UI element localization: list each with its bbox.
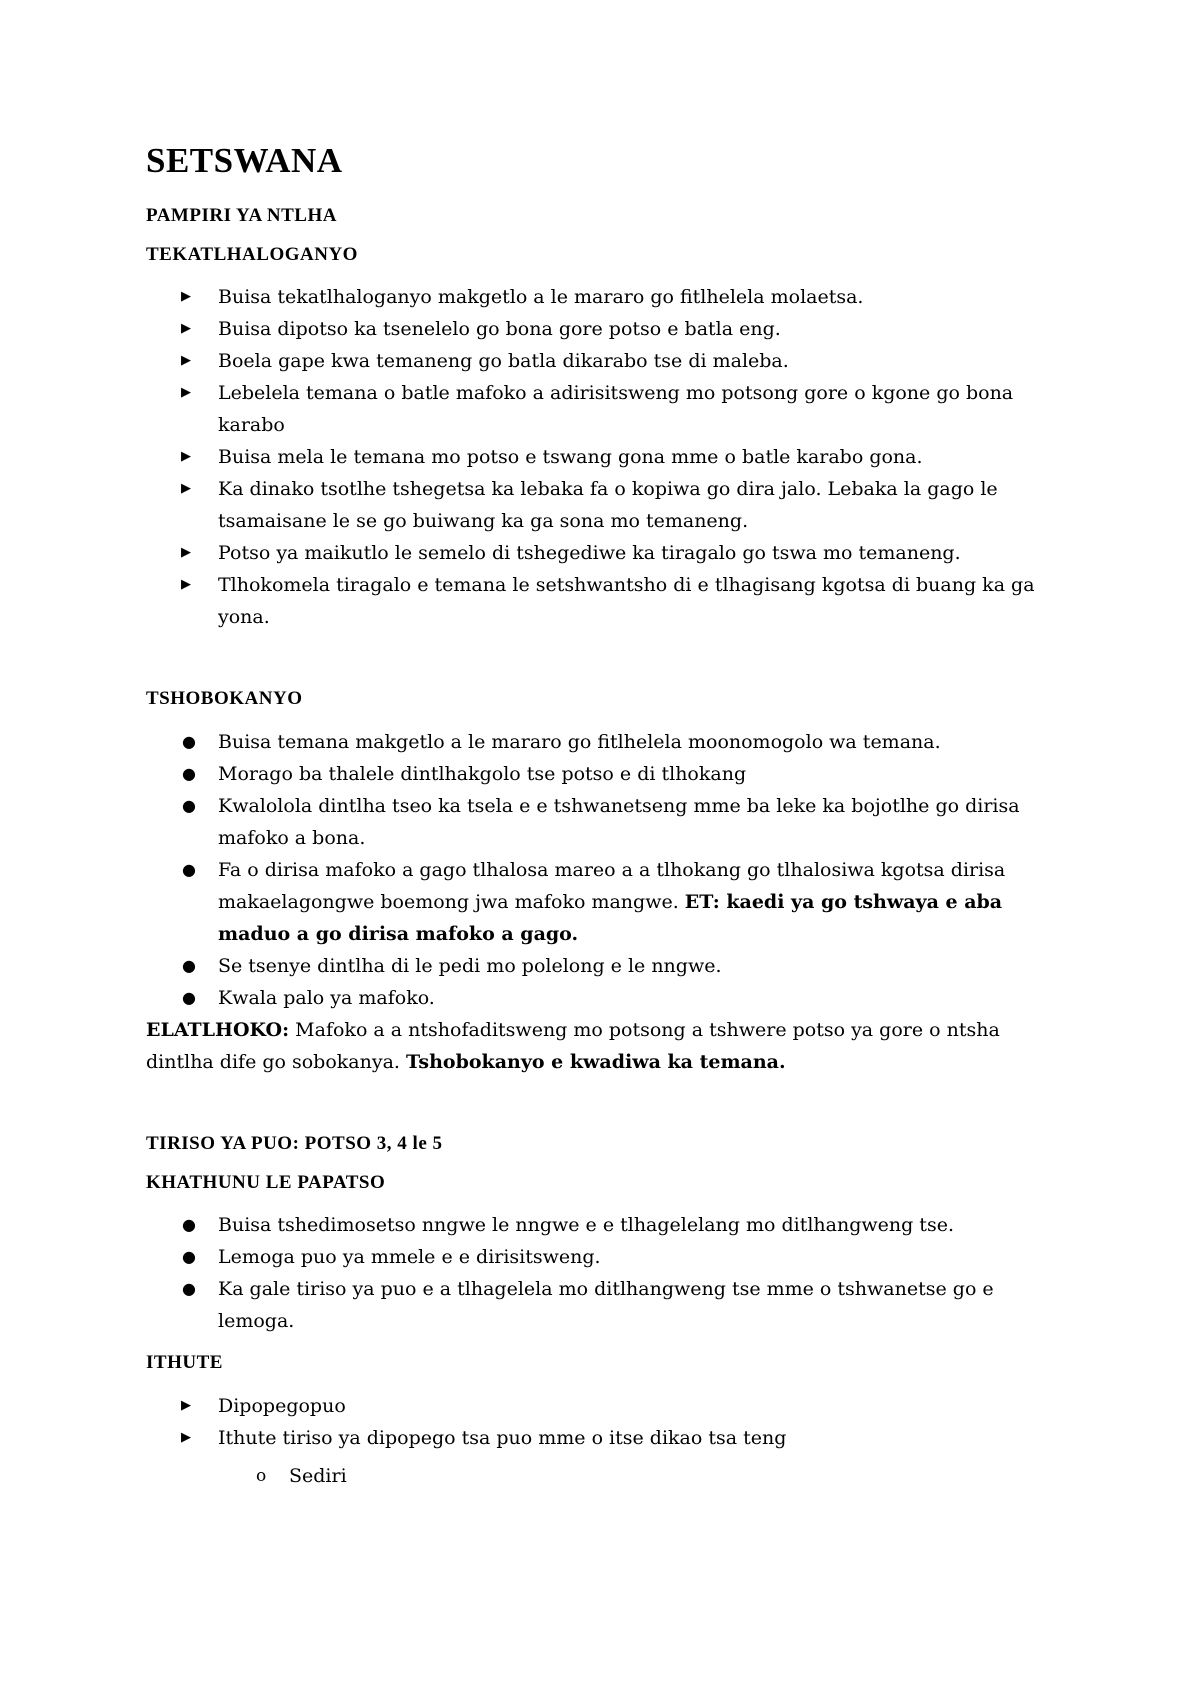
list-item: ▶ Dipopegopuo (146, 1390, 1066, 1422)
list-item: ▶ Buisa tekatlhaloganyo makgetlo a le mararo go fitlhelela molaetsa. (146, 281, 1066, 313)
list-item: ▶ Lebelela temana o batle mafoko a adirisitsweng mo potsong gore o kgone go bona karabo (146, 377, 1066, 441)
circle-bullet-icon: o (256, 1466, 267, 1487)
list-item: ● Kwala palo ya mafoko. (146, 982, 1066, 1014)
list-item: ▶ Potso ya maikutlo le semelo di tshegediwe ka tiragalo go tswa mo temaneng. (146, 537, 1066, 569)
arrow-bullet-icon: ▶ (181, 1430, 191, 1446)
document-title: SETSWANA (146, 141, 343, 180)
disc-bullet-icon: ● (182, 1247, 196, 1267)
list-item: ▶ Ka dinako tsotlhe tshegetsa ka lebaka fa o kopiwa go dira jalo. Lebaka la gago le tsamaisane le se go buiwang ka ga sona mo temaneng. (146, 473, 1066, 537)
arrow-bullet-icon: ▶ (181, 449, 191, 465)
study-sublist (146, 1460, 1066, 1492)
paper-heading: PAMPIRI YA NTLHA (146, 205, 337, 226)
arrow-bullet-icon: ▶ (181, 385, 191, 401)
disc-bullet-icon: ● (182, 732, 196, 752)
arrow-bullet-icon: ▶ (181, 321, 191, 337)
disc-bullet-icon: ● (182, 796, 196, 816)
list-item: o Sediri (146, 1460, 1066, 1492)
arrow-bullet-icon: ▶ (181, 481, 191, 497)
section-heading-ithute: ITHUTE (146, 1352, 223, 1374)
arrow-bullet-icon: ▶ (181, 577, 191, 593)
list-item: ● Kwalolola dintlha tseo ka tsela e e tshwanetseng mme ba leke ka bojotlhe go dirisa mafoko a bona. (146, 790, 1066, 854)
bold-example-text: ET: kaedi ya go tshwaya e aba maduo a go dirisa mafoko a gago. (218, 891, 1003, 946)
arrow-bullet-icon: ▶ (181, 1398, 191, 1414)
disc-bullet-icon: ● (182, 956, 196, 976)
section-heading-tekatlhaloganyo: TEKATLHALOGANYO (146, 243, 358, 265)
disc-bullet-icon: ● (182, 988, 196, 1008)
list-item: ● Buisa temana makgetlo a le mararo go fitlhelela moonomogolo wa temana. (146, 726, 1066, 758)
list-item: ▶ Buisa mela le temana mo potso e tswang gona mme o batle karabo gona. (146, 441, 1066, 473)
list-item: ● Se tsenye dintlha di le pedi mo polelong e le nngwe. (146, 950, 1066, 982)
arrow-bullet-icon: ▶ (181, 289, 191, 305)
arrow-bullet-icon: ▶ (181, 353, 191, 369)
list-item: ● Fa o dirisa mafoko a gago tlhalosa mareo a a tlhokang go tlhalosiwa kgotsa dirisa makaelagongwe boemong jwa mafoko mangwe. ET: kaedi ya go tshwaya e aba maduo a go dirisa mafoko a gago. (146, 854, 1066, 950)
note-bold-text: Tshobokanyo e kwadiwa ka temana. (406, 1051, 786, 1074)
comprehension-tips-list (146, 281, 1066, 633)
summary-tips-list (146, 726, 1066, 1014)
list-item: ● Buisa tshedimosetso nngwe le nngwe e e tlhagelelang mo ditlhangweng tse. (146, 1209, 1066, 1241)
list-item: ▶ Tlhokomela tiragalo e temana le setshwantsho di e tlhagisang kgotsa di buang ka ga yona. (146, 569, 1066, 633)
disc-bullet-icon: ● (182, 860, 196, 880)
section-heading-tiriso-ya-puo: TIRISO YA PUO: POTSO 3, 4 le 5 (146, 1133, 443, 1155)
disc-bullet-icon: ● (182, 1215, 196, 1235)
list-item: ● Morago ba thalele dintlhakgolo tse potso e di tlhokang (146, 758, 1066, 790)
disc-bullet-icon: ● (182, 764, 196, 784)
note-paragraph: ELATLHOKO: Mafoko a a ntshofaditsweng mo potsong a tshwere potso ya gore o ntsha dintlha dife go sobokanya. Tshobokanyo e kwadiwa ka temana. (146, 1019, 1000, 1074)
list-item: ▶ Boela gape kwa temaneng go batla dikarabo tse di maleba. (146, 345, 1066, 377)
language-use-list (146, 1209, 1066, 1337)
list-item: ● Ka gale tiriso ya puo e a tlhagelela mo ditlhangweng tse mme o tshwanetse go e lemoga. (146, 1273, 1066, 1337)
list-item: ▶ Buisa dipotso ka tsenelelo go bona gore potso e batla eng. (146, 313, 1066, 345)
list-item: ● Lemoga puo ya mmele e e dirisitsweng. (146, 1241, 1066, 1273)
study-list (146, 1390, 1066, 1454)
subheading-khathunu: KHATHUNU LE PAPATSO (146, 1171, 386, 1193)
arrow-bullet-icon: ▶ (181, 545, 191, 561)
disc-bullet-icon: ● (182, 1279, 196, 1299)
document-page (146, 140, 1066, 1492)
list-item: ▶ Ithute tiriso ya dipopego tsa puo mme o itse dikao tsa teng (146, 1422, 1066, 1454)
note-label: ELATLHOKO: (146, 1019, 290, 1042)
section-heading-tshobokanyo: TSHOBOKANYO (146, 688, 303, 710)
